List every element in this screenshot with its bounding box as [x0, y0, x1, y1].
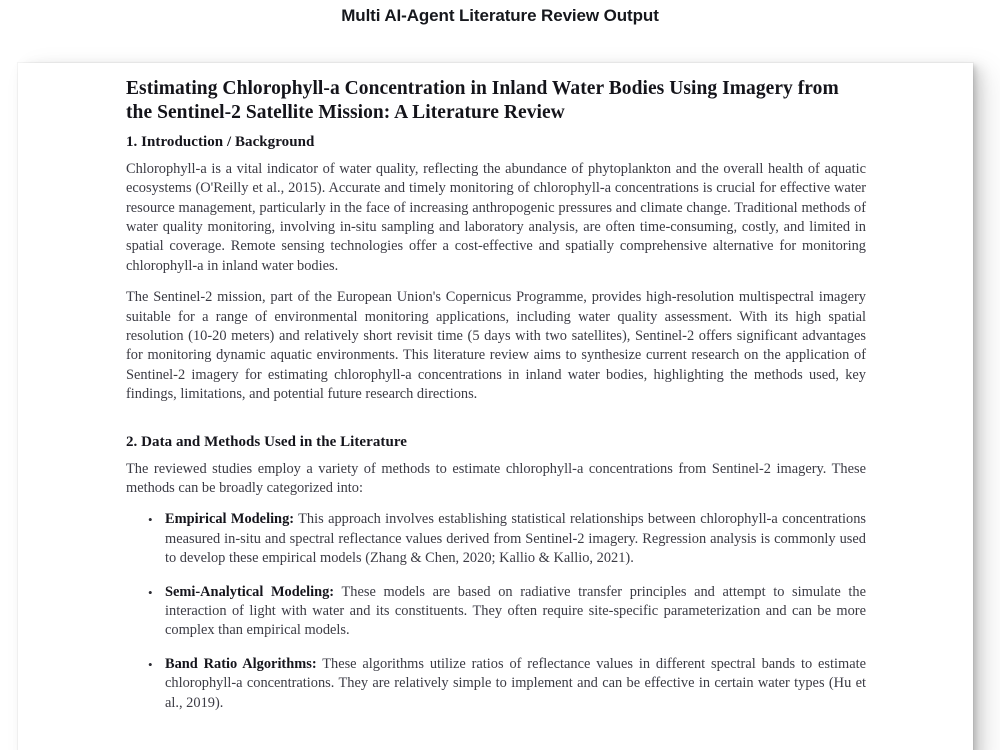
paragraph-intro-1: Chlorophyll-a is a vital indicator of water quality, reflecting the abundance of phytoplankton and the overall health of aquatic ecosystems (O'Reilly et al., 2015). Accurate and timely monitoring of chlorophyll-a concentrations is crucial for effective water resource management, particularly in the face of increasing anthropogenic pressures and climate change. Traditional methods of water quality monitoring, involving in-situ sampling and laboratory analysis, are often time-consuming, costly, and limited in spatial coverage. Remote sensing technologies offer a cost-effective and spatially comprehensive alternative for monitoring chlorophyll-a in inland water bodies. — [126, 160, 866, 274]
paragraph-methods-intro: The reviewed studies employ a variety of methods to estimate chlorophyll-a concentrations from Sentinel-2 imagery. These methods can be broadly categorized into: — [126, 460, 866, 497]
list-item-text: These algorithms utilize ratios of reflectance values in different spectral bands to estimate chlorophyll-a concentrations. They are relatively simple to implement and can be effective in certain water types (Hu et al., 2019). — [165, 655, 866, 711]
list-item — [126, 510, 866, 568]
list-item-text: These models are based on radiative transfer principles and attempt to simulate the interaction of light with water and its constituents. They often require site-specific parameterization and can be more complex than empirical models. — [165, 583, 867, 639]
list-item-text: This approach involves establishing statistical relationships between chlorophyll-a concentrations measured in-situ and spectral reflectance values derived from Sentinel-2 imagery. Regression analysis is commonly used to develop these empirical models (Zhang & Chen, 2020; Kallio & Kallio, 2021). — [165, 511, 866, 567]
section-heading-data-and-methods: 2. Data and Methods Used in the Literature — [126, 433, 407, 450]
list-item-label: Empirical Modeling: — [165, 511, 295, 528]
document-content — [126, 77, 866, 727]
list-item-label: Band Ratio Algorithms: — [165, 655, 317, 672]
paragraph-intro-2: The Sentinel-2 mission, part of the European Union's Copernicus Programme, provides high-resolution multispectral imagery suitable for a range of environmental monitoring applications, including water quality assessment. With its high spatial resolution (10-20 meters) and relatively short revisit time (5 days with two satellites), Sentinel-2 offers significant advantages for monitoring dynamic aquatic environments. This literature review aims to synthesize current research on the application of Sentinel-2 imagery for estimating chlorophyll-a concentrations in inland water bodies, highlighting the methods used, key findings, limitations, and potential future research directions. — [126, 289, 866, 403]
document-viewer-stage — [0, 46, 1000, 750]
methods-bullet-list — [126, 510, 866, 713]
page-title: Multi AI-Agent Literature Review Output — [341, 6, 659, 25]
list-item-label: Semi-Analytical Modeling: — [165, 583, 335, 600]
document-page — [18, 63, 973, 750]
section-heading-introduction: 1. Introduction / Background — [126, 133, 315, 150]
list-item — [126, 583, 866, 641]
document-title: Estimating Chlorophyll-a Concentration in Inland Water Bodies Using Imagery from the Sentinel-2 Satellite Mission: A Literature Review — [126, 78, 839, 124]
list-item — [126, 655, 866, 713]
app-header — [0, 0, 1000, 46]
